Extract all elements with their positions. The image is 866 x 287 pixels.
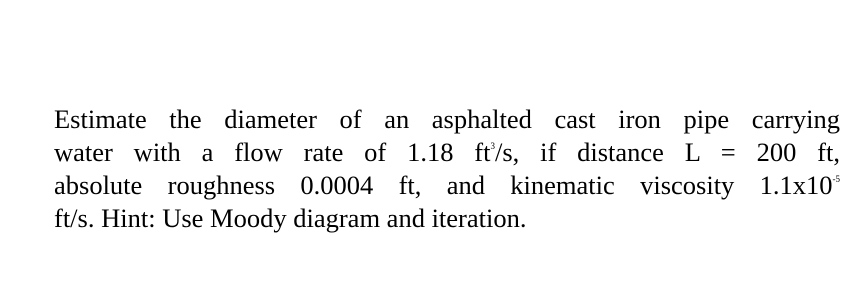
problem-line-3 [54,169,840,202]
distance-text: /s, if distance L = 200 ft, [494,137,840,167]
problem-statement [54,103,840,235]
cubic-exponent: 3 [490,141,495,151]
problem-line-4: ft/s. Hint: Use Moody diagram and iteration. [54,203,527,233]
viscosity-text: absolute roughness 0.0004 ft, and kinematic viscosity 1.1x10 [54,170,833,200]
viscosity-exponent: -5 [832,174,840,184]
flow-rate-text: water with a flow rate of 1.18 ft [54,137,491,167]
problem-line-1: Estimate the diameter of an asphalted cast iron pipe carrying [54,104,840,134]
problem-line-2 [54,136,840,169]
